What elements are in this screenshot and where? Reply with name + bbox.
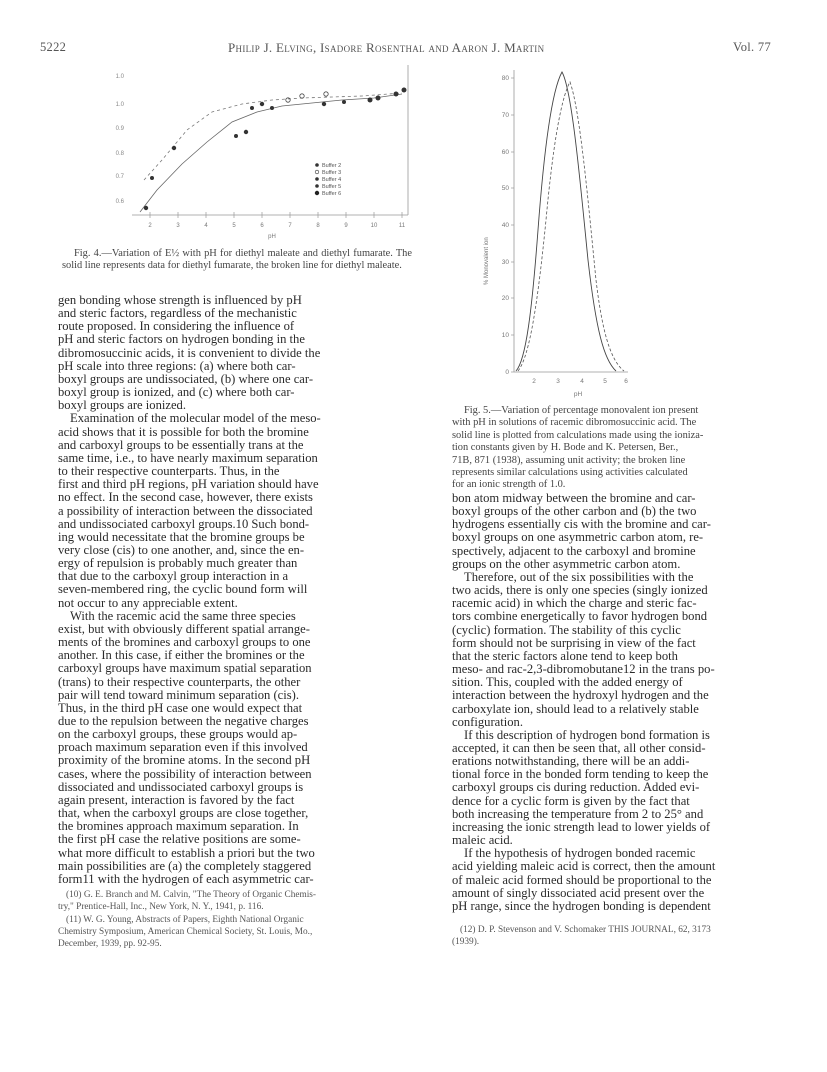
fig4-plot (112, 60, 422, 250)
fig5-caption-line: tion constants given by H. Bode and K. Petersen, Ber., (452, 442, 679, 454)
left-footnotes (58, 890, 415, 951)
body-line: that, when the carboxyl groups are close together, (58, 806, 309, 821)
body-line: pH range, since the hydrogen bonding is dependent (452, 898, 711, 913)
fig5-y-tick-label: 30 (501, 259, 509, 266)
body-line: maleic acid. (452, 833, 513, 848)
body-line: exist, but with obviously different spatial arrange- (58, 621, 310, 636)
body-line: acid yielding maleic acid is correct, then the amount (452, 859, 716, 874)
page-number: 5222 (40, 40, 67, 54)
body-line: (cyclic) formation. The stability of this cyclic (452, 622, 681, 637)
fig4-x-tick-label: 10 (370, 223, 378, 229)
body-line: Thus, in the third pH case one would expect that (58, 700, 303, 715)
body-line: very close (cis) to one another, and, since the en- (58, 542, 305, 557)
body-line: ergy of repulsion is probably much greater than (58, 556, 298, 571)
fig4-legend (315, 163, 341, 197)
fig5-caption-line: with pH in solutions of racemic dibromosuccinic acid. The (452, 417, 697, 429)
fig4-y-tick-label: 0.6 (115, 199, 124, 205)
fig5-y-tick-label: 80 (501, 75, 509, 82)
right-column (452, 492, 794, 913)
body-line: Examination of the molecular model of the meso- (70, 411, 321, 426)
fig5-y-tick-label: 0 (505, 369, 509, 376)
body-line: accepted, it can then be seen that, all other consid- (452, 740, 706, 755)
body-line: amount of singly dissociated acid present over the (452, 885, 705, 900)
body-line: ing would necessitate that the bromine groups be (58, 529, 305, 544)
body-line: tional force in the bonded form tending to keep the (452, 767, 709, 782)
fig4-x-tick-label: 11 (398, 223, 406, 229)
fig5-solid-curve (516, 72, 616, 371)
fig4-legend-item: Buffer 3 (322, 170, 342, 176)
body-line: pair will tend toward minimum separation (cis). (58, 687, 299, 702)
body-line: (trans) to their respective counterparts, the other (58, 674, 301, 689)
fig5-caption-line: 71B, 871 (1938), assuming unit activity; the broken line (452, 454, 686, 466)
fig4-x-label: pH (268, 234, 276, 240)
fig5-x-tick-label: 6 (624, 378, 628, 385)
body-line: If this description of hydrogen bond formation is (464, 727, 710, 742)
right-footnotes (452, 925, 794, 950)
footnote-line: try," Prentice-Hall, Inc., New York, N. Y., 1941, p. 116. (58, 902, 264, 913)
fig5-caption-line: represents similar calculations using activities calculated (452, 467, 688, 479)
fig5-plot (478, 60, 638, 405)
fig5-x-label: pH (573, 391, 583, 398)
body-line: due to the repulsion between the negative charges (58, 714, 309, 728)
body-line: no effect. In the second case, however, there exists (58, 490, 313, 505)
body-line: boxyl groups on one asymmetric carbon atom, re- (452, 530, 704, 545)
fig4-y-tick-label: 0.9 (115, 126, 124, 132)
body-line: a possibility of interaction between the dissociated (58, 503, 313, 518)
fig5-caption-line: Fig. 5.—Variation of percentage monovalent ion present (464, 405, 699, 416)
body-line: carboxyl groups have maximum spatial separation (58, 661, 312, 676)
fig5-caption (452, 405, 794, 492)
body-line: carboxylate ion, should lead to a relatively stable (452, 701, 699, 716)
body-line: gen bonding whose strength is influenced by pH (58, 293, 302, 307)
footnote-line: (1939). (452, 937, 480, 948)
fig5-y-tick-label: 70 (501, 112, 509, 119)
body-line: proximity of the bromine atoms. In the second pH (58, 753, 311, 768)
fig4-legend-item: Buffer 5 (322, 184, 342, 190)
footnote-line: Chemistry Symposium, American Chemical Society, St. Louis, Mo., (58, 926, 313, 937)
footnote-line: (10) G. E. Branch and M. Calvin, "The Theory of Organic Chemis- (66, 890, 317, 900)
body-line: boxyl groups are undissociated, (b) where one car- (58, 371, 314, 386)
fig5-y-tick-label: 50 (501, 185, 509, 192)
left-column (58, 294, 415, 886)
fig4-legend-item: Buffer 6 (322, 191, 342, 197)
body-line: meso- and rac-2,3-dibromobutane12 in the trans po- (452, 662, 715, 677)
body-line: first and third pH regions, pH variation should have (58, 477, 319, 492)
body-line: same time, i.e., to have nearly maximum separation (58, 450, 318, 465)
fig4-x-tick-label: 8 (316, 223, 320, 229)
body-line: what more difficult to establish a priori but the two (58, 845, 315, 860)
fig5-y-ticks (511, 78, 514, 372)
body-line: boxyl groups are ionized. (58, 398, 187, 413)
fig5-x-tick-label: 2 (532, 378, 536, 385)
body-line: dissociated and undissociated carboxyl groups is (58, 779, 304, 794)
fig4-broken-line (144, 93, 402, 180)
body-line: carboxyl groups cis during reduction. Added evi- (452, 780, 700, 795)
fig4-x-tick-label: 5 (232, 223, 236, 229)
fig5-caption-line: for an ionic strength of 1.0. (452, 479, 566, 491)
body-line: the bromines approach maximum separation. In (58, 819, 299, 834)
body-line: ments of the bromines and carboxyl groups to one (58, 635, 311, 650)
fig5-caption-line: solid line is plotted from calculations made using the ioniza- (452, 429, 704, 441)
fig4-y-tick-label: 0.8 (115, 151, 124, 157)
fig4-x-tick-label: 6 (260, 223, 264, 229)
fig4-x-tick-label: 7 (288, 223, 292, 229)
fig4-y-tick-label: 1.0 (115, 74, 124, 80)
body-line: If the hypothesis of hydrogen bonded racemic (464, 846, 696, 861)
body-line: route proposed. In considering the influence of (58, 319, 295, 334)
body-line: and steric factors, regardless of the mechanistic (58, 306, 297, 321)
fig5-y-tick-label: 60 (501, 149, 509, 156)
body-line: hydrogens essentially cis with the bromine and car- (452, 517, 711, 532)
fig4-legend-item: Buffer 4 (322, 177, 342, 183)
running-authors: Philip J. Elving, Isadore Rosenthal and Aaron J. Martin (228, 40, 545, 55)
body-line: seven-membered ring, the cyclic bound form will (58, 582, 308, 597)
body-line: form should not be surprising in view of the fact (452, 635, 696, 650)
body-line: pH scale into three regions: (a) where both car- (58, 358, 296, 373)
body-line: interaction between the hydroxyl hydrogen and the (452, 688, 709, 703)
body-line: that due to the carboxyl group interaction in a (58, 569, 289, 584)
fig4-x-tick-label: 2 (148, 223, 152, 229)
body-line: that the steric factors alone tend to keep both (452, 648, 678, 663)
fig5-x-tick-label: 5 (603, 378, 607, 385)
body-line: and undissociated carboxyl groups.10 Such bond- (58, 516, 310, 531)
body-line: erations notwithstanding, there will be an addi- (452, 754, 690, 769)
footnote-line: (11) W. G. Young, Abstracts of Papers, Eighth National Organic (66, 914, 304, 925)
fig5-y-tick-label: 20 (501, 295, 509, 302)
body-line: configuration. (452, 714, 523, 729)
body-line: two acids, there is only one species (singly ionized (452, 583, 708, 598)
body-line: on the carboxyl groups, these groups would ap- (58, 727, 298, 742)
footnote-line: December, 1939, pp. 92-95. (58, 939, 162, 950)
footnote-line: (12) D. P. Stevenson and V. Schomaker THIS JOURNAL, 62, 3173 (460, 925, 711, 935)
body-line: and carboxyl groups to be essentially trans at the (58, 437, 304, 452)
body-line: bon atom midway between the bromine and car- (452, 491, 696, 505)
fig5-broken-curve (518, 82, 624, 371)
body-line: cases, where the possibility of interaction between (58, 766, 312, 781)
body-line: pH and steric factors on hydrogen bonding in the (58, 332, 305, 347)
body-line: Therefore, out of the six possibilities with the (464, 569, 694, 584)
fig5-x-tick-label: 3 (556, 378, 560, 385)
fig4-y-tick-label: 0.7 (115, 174, 124, 180)
body-line: dence for a cyclic form is given by the fact that (452, 793, 690, 808)
body-line: another. In this case, if either the bromines or the (58, 648, 305, 663)
body-line: tors combine energetically to favor hydrogen bond (452, 609, 708, 624)
fig5-y-tick-label: 40 (501, 222, 509, 229)
body-line: the first pH case the relative positions are some- (58, 832, 301, 847)
body-line: of maleic acid formed should be proportional to the (452, 872, 712, 887)
body-line: groups on the other asymmetric carbon atom. (452, 556, 681, 571)
body-line: dibromosuccinic acids, it is convenient to divide the (58, 345, 321, 360)
body-line: proach maximum separation even if this involved (58, 740, 308, 755)
body-line: main possibilities are (a) the completely staggered (58, 858, 312, 873)
fig5-y-tick-label: 10 (501, 332, 509, 339)
fig5-x-tick-label: 4 (580, 378, 584, 385)
body-line: With the racemic acid the same three species (70, 608, 296, 623)
fig4-x-tick-label: 9 (344, 223, 348, 229)
fig4-y-tick-label: 1.0 (115, 102, 124, 108)
volume-label: Vol. 77 (733, 40, 771, 54)
body-line: boxyl group is ionized, and (c) where both car- (58, 385, 295, 400)
fig4-points (144, 88, 407, 211)
body-line: spectively, adjacent to the carboxyl and bromine (452, 543, 696, 558)
body-line: sition. This, coupled with the added energy of (452, 675, 683, 690)
body-line: increasing the ionic strength lead to lower yields of (452, 819, 711, 834)
fig4-legend-item: Buffer 2 (322, 163, 342, 169)
body-line: again present, interaction is favored by the fact (58, 792, 295, 807)
fig4-caption-text: Fig. 4.—Variation of E½ with pH for diethyl maleate and diethyl fumarate. The solid line represents data for diethyl fumarate, the broken line for diethyl maleate. (62, 248, 412, 272)
body-line: to their respective counterparts. Thus, in the (58, 464, 280, 479)
fig4-x-tick-label: 4 (204, 223, 208, 229)
body-line: form11 with the hydrogen of each asymmetric car- (58, 871, 314, 886)
fig4-caption (62, 248, 412, 273)
fig4-x-tick-label: 3 (176, 223, 180, 229)
body-line: acid shows that it is possible for both the bromine (58, 424, 309, 439)
fig5-y-label: % Monovalent ion (484, 237, 490, 285)
body-line: both increasing the temperature from 2 to 25° and (452, 806, 704, 821)
body-line: not occur to any appreciable extent. (58, 595, 238, 610)
fig4-solid-line (140, 94, 402, 212)
body-line: boxyl groups of the other carbon and (b) the two (452, 504, 697, 519)
body-line: racemic acid) in which the charge and steric fac- (452, 596, 697, 611)
